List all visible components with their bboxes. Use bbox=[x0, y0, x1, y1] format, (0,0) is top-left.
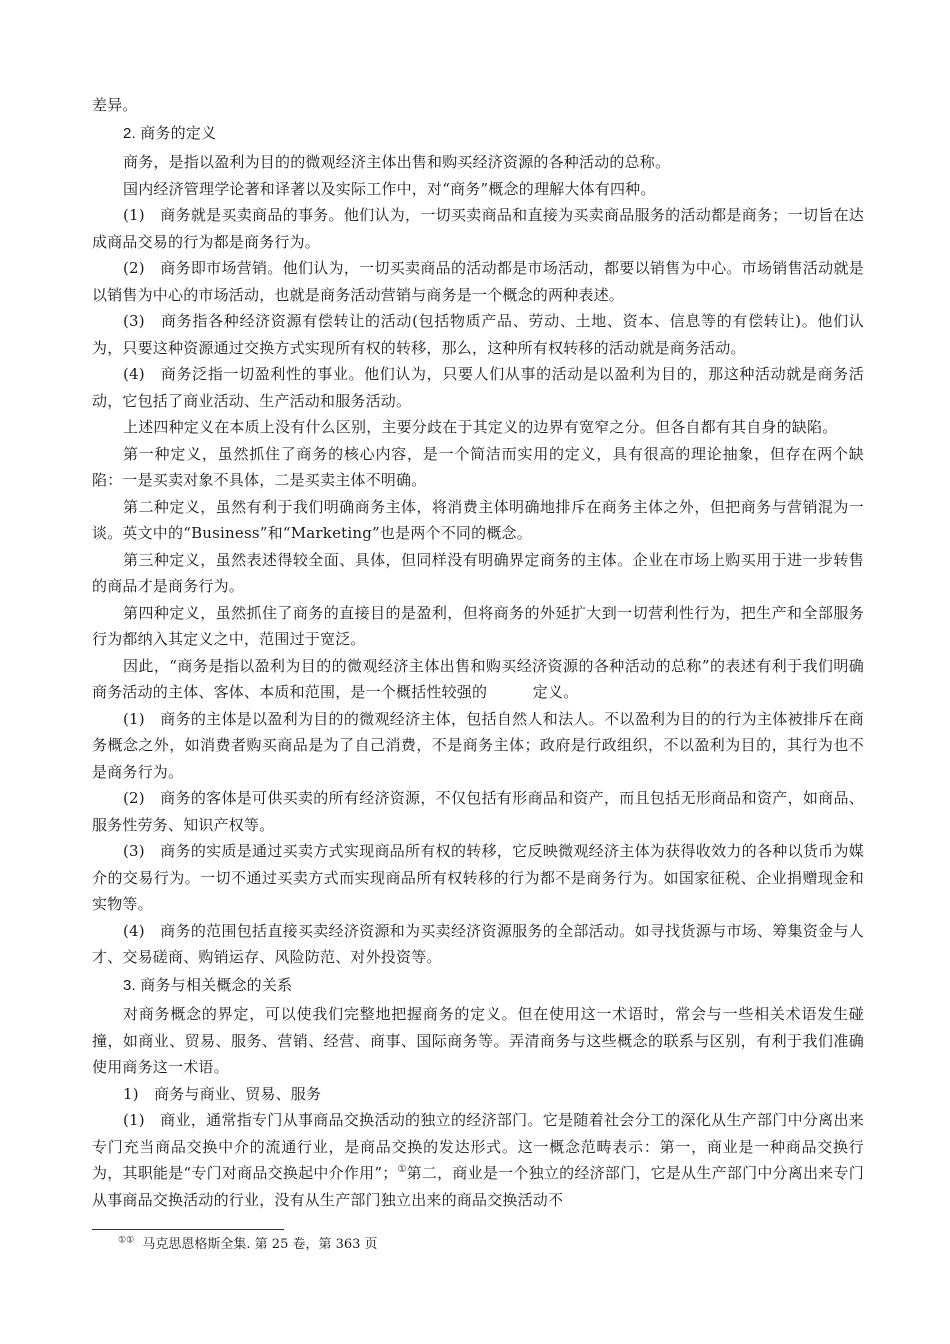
paragraph: (2) 商务即市场营销。他们认为，一切买卖商品的活动都是市场活动，都要以销售为中心。市场销售活动就是以销售为中心的市场活动，也就是商务活动营销与商务是一个概念的两种表述。 bbox=[92, 259, 864, 304]
paragraph: 对商务概念的界定，可以使我们完整地把握商务的定义。但在使用这一术语时，常会与一些相关术语发生碰撞，如商业、贸易、服务、营销、经营、商事、国际商务等。弄清商务与这些概念的联系与区别，有利于我们准确使用商务这一术语。 bbox=[92, 1005, 864, 1076]
section-heading: 3. 商务与相关概念的关系 bbox=[123, 976, 293, 994]
paragraph: 差异。 bbox=[92, 96, 138, 114]
footnote-rule bbox=[92, 1229, 284, 1230]
footnote bbox=[118, 1236, 378, 1254]
paragraph-text-continued: 第二，商业是一个独立的经济部门，它是从生产部门中分离出来专门从事商品交换活动的行业，没有从生产部门独立出来的商品交换活动不 bbox=[92, 1164, 864, 1209]
paragraph: 上述四种定义在本质上没有什么区别，主要分歧在于其定义的边界有宽窄之分。但各自都有其自身的缺陷。 bbox=[123, 418, 838, 436]
paragraph: 1) 商务与商业、贸易、服务 bbox=[123, 1084, 322, 1103]
paragraph: 因此，“商务是指以盈利为目的的微观经济主体出售和购买经济资源的各种活动的总称”的表述有利于我们明确商务活动的主体、客体、本质和范围，是一个概括性较强的 定义。 bbox=[92, 656, 864, 701]
paragraph: (1) 商务的主体是以盈利为目的的微观经济主体，包括自然人和法人。不以盈利为目的的行为主体被排斥在商务概念之外，如消费者购买商品是为了自己消费，不是商务主体；政府是行政组织，不以盈利为目的，其行为也不是商务行为。 bbox=[92, 709, 864, 781]
document-body bbox=[92, 92, 864, 1213]
paragraph: 第二种定义，虽然有利于我们明确商务主体，将消费主体明确地排斥在商务主体之外，但把商务与营销混为一谈。英文中的“Business”和“Marketing”也是两个不同的概念。 bbox=[92, 497, 864, 542]
paragraph: (3) 商务指各种经济资源有偿转让的活动(包括物质产品、劳动、土地、资本、信息等的有偿转让)。他们认为，只要这种资源通过交换方式实现所有权的转移，那么，这种所有权转移的活动就是商务活动。 bbox=[92, 312, 864, 357]
paragraph: 第四种定义，虽然抓住了商务的直接目的是盈利，但将商务的外延扩大到一切营利性行为，把生产和全部服务行为都纳入其定义之中，范围过于宽泛。 bbox=[92, 603, 864, 648]
paragraph: 第三种定义，虽然表述得较全面、具体，但同样没有明确界定商务的主体。企业在市场上购买用于进一步转售的商品才是商务行为。 bbox=[92, 550, 864, 595]
paragraph: (3) 商务的实质是通过买卖方式实现商品所有权的转移，它反映微观经济主体为获得收效力的各种以货币为媒介的交易行为。一切不通过买卖方式而实现商品所有权转移的行为都不是商务行为。如国家征税、企业捐赠现金和实物等。 bbox=[92, 842, 864, 913]
footnote-marker: ①① bbox=[118, 1235, 135, 1246]
paragraph: (1) 商务就是买卖商品的事务。他们认为，一切买卖商品和直接为买卖商品服务的活动都是商务；一切旨在达成商品交易的行为都是商务行为。 bbox=[92, 206, 864, 251]
paragraph: 第一种定义，虽然抓住了商务的核心内容，是一个简洁而实用的定义，具有很高的理论抽象，但存在两个缺陷：一是买卖对象不具体，二是买卖主体不明确。 bbox=[92, 444, 864, 489]
section-heading: 2. 商务的定义 bbox=[123, 124, 217, 142]
paragraph bbox=[92, 1107, 864, 1213]
paragraph-text: (1) 商业，通常指专门从事商品交换活动的独立的经济部门。它是随着社会分工的深化从生产部门中分离出来专门充当商品交换中介的流通行业，是商品交换的发达形式。这一概念范畴表示：第一，商业是一种商品交换行为，其职能是“专门对商品交换起中介作用”； bbox=[92, 1111, 864, 1182]
footnote-ref: ① bbox=[397, 1164, 407, 1175]
paragraph: (4) 商务泛指一切盈利性的事业。他们认为，只要人们从事的活动是以盈利为目的，那这种活动就是商务活动，它包括了商业活动、生产活动和服务活动。 bbox=[92, 365, 864, 410]
paragraph: (2) 商务的客体是可供买卖的所有经济资源，不仅包括有形商品和资产，而且包括无形商品和资产，如商品、服务性劳务、知识产权等。 bbox=[92, 789, 864, 834]
paragraph: (4) 商务的范围包括直接买卖经济资源和为买卖经济资源服务的全部活动。如寻找货源与市场、筹集资金与人才、交易磋商、购销运存、风险防范、对外投资等。 bbox=[92, 921, 864, 966]
paragraph: 商务，是指以盈利为目的的微观经济主体出售和购买经济资源的各种活动的总称。 bbox=[123, 153, 671, 171]
footnote-text: 马克思恩格斯全集. 第 25 卷，第 363 页 bbox=[142, 1237, 378, 1252]
paragraph: 国内经济管理学论著和译著以及实际工作中，对“商务”概念的理解大体有四种。 bbox=[123, 179, 656, 198]
